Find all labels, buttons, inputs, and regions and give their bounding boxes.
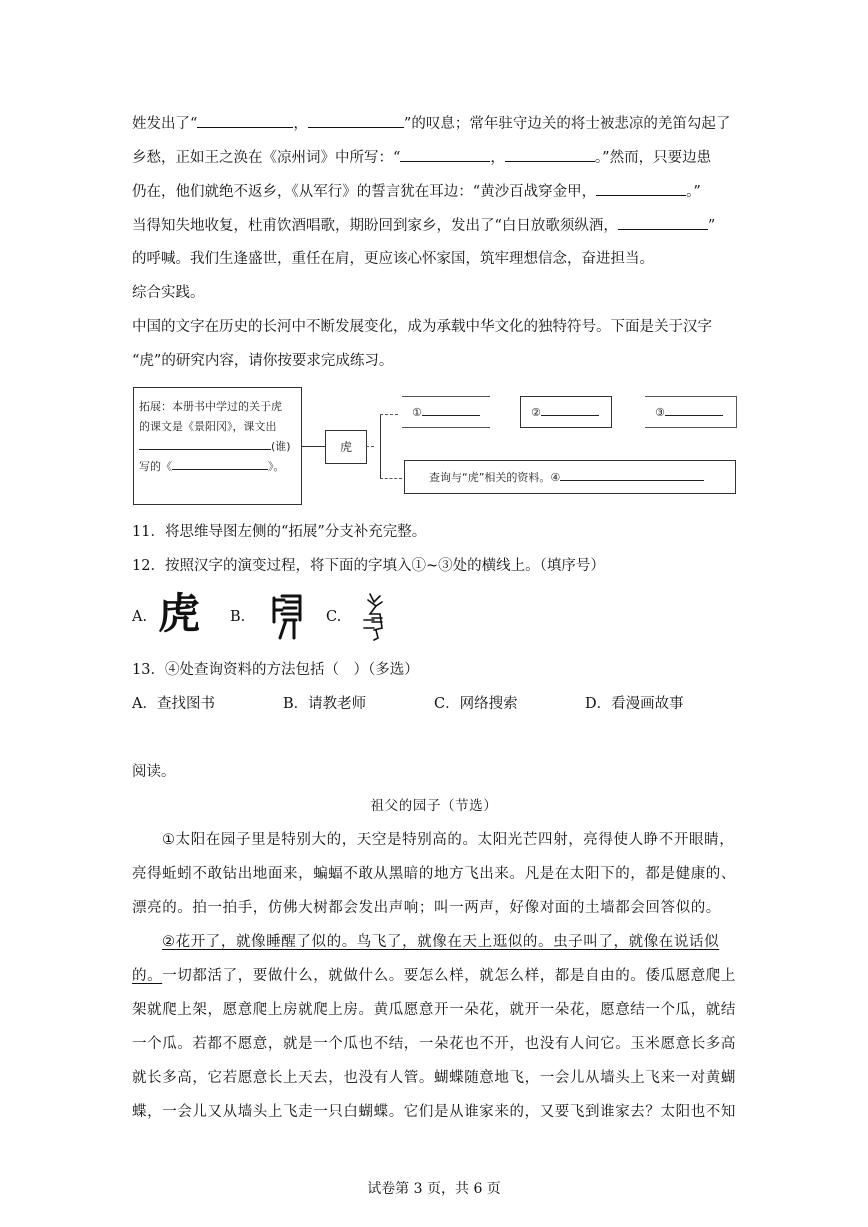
- mindmap-branch-2: [520, 396, 612, 428]
- answer-blank[interactable]: [618, 215, 708, 230]
- option-c-label: C.: [326, 609, 342, 625]
- answer-blank[interactable]: [197, 113, 293, 128]
- text: 乡愁，正如王之涣在《凉州词》中所写：“: [132, 150, 401, 166]
- branch-1-blank[interactable]: [422, 403, 480, 416]
- poem-line-2: [132, 147, 711, 168]
- poem-line-5: 的呼喊。我们生逢盛世，重任在肩，更应该心怀家国，筑牢理想信念，奋进担当。: [132, 251, 654, 267]
- author-blank[interactable]: [139, 437, 271, 450]
- passage-line: 漂亮的。拍一拍手，仿佛大树都会发出声响；叫一两声，好像对面的土墙都会回答似的。: [132, 900, 721, 916]
- regular-script-tiger-glyph: 虎: [158, 589, 201, 638]
- text: 姓发出了“: [132, 116, 198, 132]
- text: 写的《: [139, 460, 172, 473]
- oracle-bone-tiger-icon: [362, 592, 388, 642]
- answer-blank[interactable]: [400, 147, 490, 162]
- q13-option-d[interactable]: D．看漫画故事: [585, 696, 684, 712]
- passage-line: ①太阳在园子里是特别大的，天空是特别高的。太阳光芒四射，亮得使人睁不开眼睛，: [162, 832, 735, 848]
- connector: [380, 414, 398, 415]
- practice-intro-1: 中国的文字在历史的长河中不断发展变化，成为承载中华文化的独特符号。下面是关于汉字: [132, 319, 712, 335]
- passage-underlined-sentence: 的。: [132, 968, 163, 984]
- passage-underlined-sentence: ②花开了，就像睡醒了似的。鸟飞了，就像在天上逛似的。虫子叫了，就像在说话似: [162, 934, 720, 950]
- poem-line-3: [132, 181, 701, 202]
- option-a-label: A.: [132, 609, 148, 625]
- option-b-label: B.: [230, 609, 246, 625]
- branch-4-blank[interactable]: [560, 468, 704, 481]
- text: ②: [531, 406, 541, 419]
- mindmap-branch-3: [645, 396, 737, 428]
- text: 》。: [268, 460, 285, 473]
- passage-line: 就长多高，它若愿意长上天去，也没有人管。蝴蝶随意地飞，一会儿从墙头上飞来一对黄蝴: [132, 1070, 736, 1086]
- poem-line-1: [132, 113, 730, 134]
- connector: [302, 446, 325, 447]
- text: ”的叹息；常年驻守边关的将士被悲凉的羌笛勾起了: [403, 116, 731, 132]
- reading-title: 祖父的园子（节选）: [370, 798, 498, 814]
- book-blank[interactable]: [172, 457, 268, 470]
- question-11: 11．将思维导图左侧的“拓展”分支补充完整。: [132, 524, 427, 540]
- page-footer: 试卷第 3 页，共 6 页: [367, 1181, 501, 1197]
- branch-3-blank[interactable]: [665, 403, 723, 416]
- text: 查询与“虎”相关的资料。④: [429, 471, 561, 484]
- mindmap-branch-4: [404, 460, 736, 494]
- answer-blank[interactable]: [596, 181, 686, 196]
- passage-line: 蝶，一会儿又从墙头上飞走一只白蝴蝶。它们是从谁家来的，又要飞到谁家去？太阳也不知: [132, 1104, 736, 1120]
- connector: [380, 414, 381, 479]
- passage-line: 一个瓜。若都不愿意，就是一个瓜也不结，一朵花也不开，也没有人问它。玉米愿意长多高: [132, 1036, 736, 1052]
- text: 一切都活了，要做什么，就做什么。要怎么样，就怎么样，都是自由的。倭瓜愿意爬上: [162, 968, 736, 984]
- text: ，: [293, 116, 308, 132]
- text: 拓展：本册书中学过的关于虎: [139, 400, 282, 413]
- text: 的课文是《景阳冈》，课文出: [139, 420, 277, 433]
- text: 。”然而，只要边患: [594, 150, 712, 166]
- answer-blank[interactable]: [505, 147, 595, 162]
- passage-line: [132, 966, 736, 986]
- mindmap-center-node: 虎: [325, 430, 367, 464]
- text: (谁): [271, 440, 291, 453]
- question-12: 12．按照汉字的演变过程，将下面的字填入①~③处的横线上。（填序号）: [132, 558, 605, 574]
- seal-script-tiger-icon: [270, 592, 304, 642]
- practice-heading: 综合实践。: [132, 285, 205, 301]
- text: ，: [490, 150, 505, 166]
- reading-heading: 阅读。: [132, 764, 176, 780]
- branch-2-blank[interactable]: [541, 403, 599, 416]
- answer-blank[interactable]: [308, 113, 404, 128]
- practice-intro-2: “虎”的研究内容，请你按要求完成练习。: [132, 353, 394, 369]
- question-13: 13．④处查询资料的方法包括（ ）（多选）: [132, 662, 419, 678]
- text: 。”: [686, 184, 701, 200]
- connector: [380, 478, 402, 479]
- mindmap-extension-box: [133, 387, 302, 505]
- text: ①: [412, 406, 422, 419]
- mindmap-branch-1: [402, 396, 490, 428]
- q13-option-a[interactable]: A．查找图书: [132, 696, 215, 712]
- text: 当得知失地收复，杜甫饮酒唱歌，期盼回到家乡，发出了“白日放歌须纵酒，: [132, 218, 618, 234]
- text: ”: [707, 218, 716, 234]
- q13-option-b[interactable]: B．请教老师: [283, 696, 367, 712]
- poem-line-4: [132, 215, 715, 236]
- connector: [366, 446, 374, 447]
- text: 仍在，他们就绝不返乡，《从军行》的誓言犹在耳边：“黄沙百战穿金甲，: [132, 184, 597, 200]
- text: ③: [655, 406, 665, 419]
- passage-line: 亮得蚯蚓不敢钻出地面来，蝙蝠不敢从黑暗的地方飞出来。凡是在太阳下的，都是健康的、: [132, 866, 736, 882]
- q13-option-c[interactable]: C．网络搜索: [434, 696, 518, 712]
- passage-line: 架就爬上架，愿意爬上房就爬上房。黄瓜愿意开一朵花，就开一朵花，愿意结一个瓜，就结: [132, 1002, 736, 1018]
